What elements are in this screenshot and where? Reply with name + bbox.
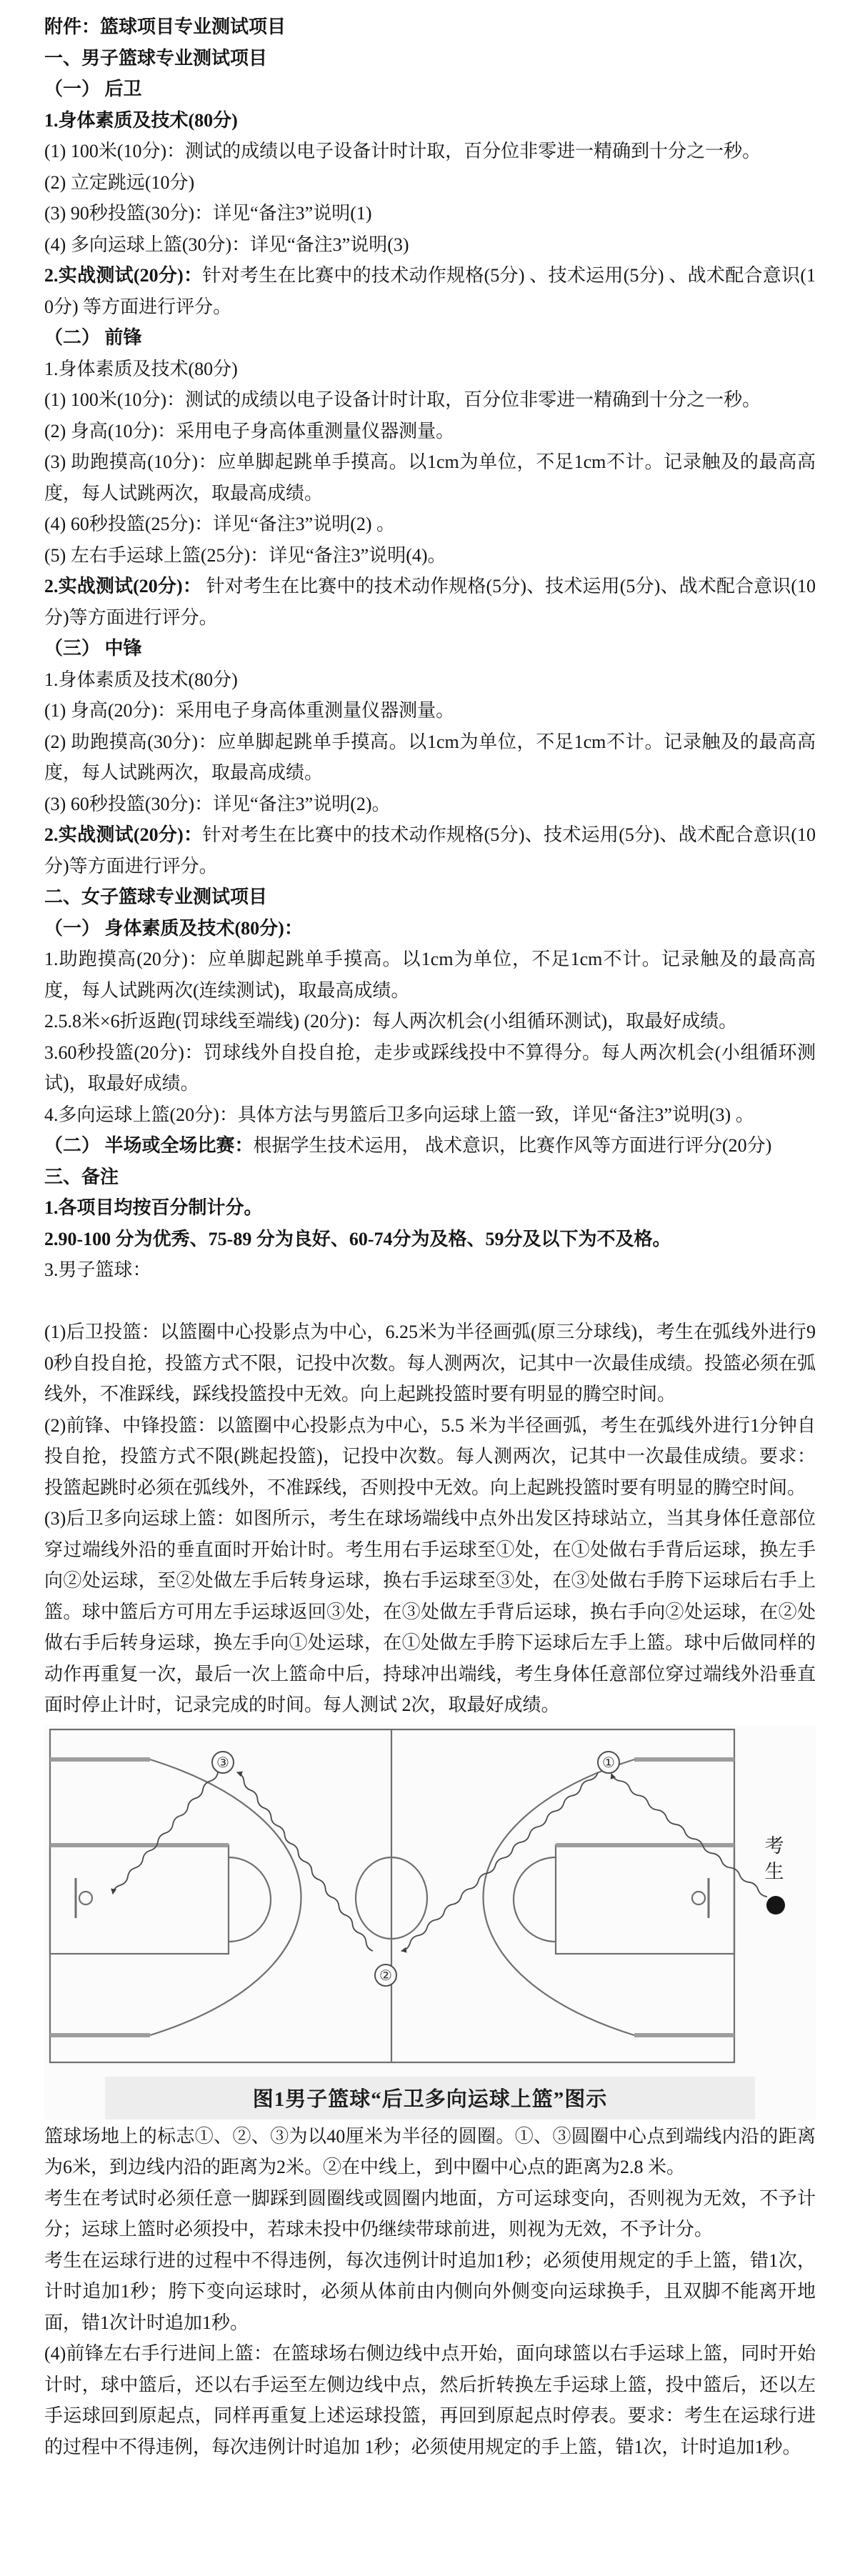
paragraph: 附件：篮球项目专业测试项目 (44, 16, 286, 37)
paragraph: (4) 多向运球上篮(30分)：详见“备注3”说明(3) (44, 234, 409, 255)
point-marker-2 (375, 1965, 396, 1986)
document-body-top (44, 11, 816, 1721)
paragraph: 1.身体素质及技术(80分) (44, 358, 238, 379)
court-diagram-figure (44, 1725, 816, 2120)
paragraph: 1.身体素质及技术(80分) (44, 109, 238, 131)
right-free-throw-arc (514, 1857, 556, 1942)
paragraph: 1.助跑摸高(20分)：应单脚起跳单手摸高。以1cm为单位，不足1cm不计。记录触及的最高高度，每人试跳两次(连续测试)，取最高成绩。 (44, 949, 816, 1001)
paragraph: (2) 助跑摸高(30分)：应单脚起跳单手摸高。以1cm为单位，不足1cm不计。记录触及的最高高度，每人试跳两次，取最高成绩。 (44, 731, 816, 783)
paragraph-label: 2.实战测试(20分)： (44, 576, 201, 596)
right-hoop (692, 1892, 705, 1904)
examinee-label: 考生 (764, 1834, 784, 1882)
court-diagram (44, 1725, 816, 2068)
point-3-label: ③ (216, 1754, 229, 1771)
paragraph: 2.实战测试(20分)：针对考生在比赛中的技术动作规格(5分)、技术运用(5分)、战术配合意识(10分)等方面进行评分。 (44, 824, 816, 877)
paragraph: (4) 60秒投篮(25分)：详见“备注3”说明(2) 。 (44, 514, 396, 534)
paragraph: 三、备注 (44, 1166, 119, 1187)
document-body-bottom (44, 2121, 816, 2463)
paragraph: (1) 身高(20分)：采用电子身高体重测量仪器测量。 (44, 700, 455, 721)
paragraph: 2.5.8米×6折返跑(罚球线至端线) (20分)：每人两次机会(小组循环测试)，取最好成绩。 (44, 1011, 738, 1032)
paragraph: (5) 左右手运球上篮(25分)：详见“备注3”说明(4)。 (44, 544, 446, 566)
dribble-1-to-2 (401, 1772, 598, 1951)
paragraph: (2)前锋、中锋投篮：以篮圈中心投影点为中心，5.5 米为半径画弧，考生在弧线外进行1分钟自投自抢，投篮方式不限(跳起投篮)，记投中次数。每人测两次，记其中一次最佳成绩。要求：投篮起跳时必须在弧线外，不准踩线，否则投中无效。向上起跳投篮时要有明显的腾空时间。 (44, 1414, 816, 1498)
paragraph-label: 2.实战测试(20分)： (44, 824, 203, 845)
left-hoop (79, 1892, 92, 1904)
paragraph: (3)后卫多向运球上篮：如图所示，考生在球场端线中点外出发区持球站立，当其身体任意部位穿过端线外沿的垂直面时开始计时。考生用右手运球至①处，在①处做右手背后运球，换左手向②处运球，至②处做左手后转身运球，换右手运球至③处，在③处做右手胯下运球后右手上篮。球中篮后方可用左手运球返回③处，在③处做左手背后运球，换右手向②处运球，在②处做右手后转身运球，换左手向①处运球，在①处做左手胯下运球后左手上篮。球中后做同样的动作再重复一次，最后一次上篮命中后，持球冲出端线，考生身体任意部位穿过端线外沿垂直面时停止计时，记录完成的时间。每人测试 2次，取最好成绩。 (44, 1508, 816, 1715)
point-marker-1 (598, 1752, 619, 1773)
paragraph: 1.身体素质及技术(80分) (44, 669, 238, 690)
point-marker-3 (212, 1752, 234, 1773)
paragraph: 考生在考试时必须任意一脚踩到圆圈线或圆圈内地面，方可运球变向，否则视为无效，不予计分；运球上篮时必须投中，若球未投中仍继续带球前进，则视为无效，不予计分。 (44, 2187, 816, 2240)
left-three-point-arc (150, 1759, 301, 2035)
paragraph: 二、女子篮球专业测试项目 (44, 887, 268, 907)
paragraph: 一、男子篮球专业测试项目 (44, 47, 268, 69)
paragraph: (2) 身高(10分)：采用电子身高体重测量仪器测量。 (44, 420, 455, 441)
paragraph: （二） 半场或全场比赛：根据学生技术运用， 战术意识，比赛作风等方面进行评分(20分) (44, 1135, 772, 1156)
paragraph: （一） 身体素质及技术(80分)： (44, 917, 303, 939)
dribble-3-to-basket (113, 1772, 218, 1894)
paragraph: 3.男子篮球： (44, 1259, 151, 1280)
paragraph: （二） 前锋 (44, 327, 142, 348)
paragraph: (1)后卫投篮：以篮圈中心投影点为中心，6.25米为半径画弧(原三分球线)，考生在弧线外进行90秒自投自抢，投篮方式不限，记投中次数。每人测两次，记其中一次最佳成绩。投篮必须在弧线外，不准踩线，踩线投篮投中无效。向上起跳投篮时要有明显的腾空时间。 (44, 1322, 816, 1404)
right-three-point-straights (634, 1759, 734, 2035)
paragraph: 考生在运球行进的过程中不得违例，每次违例计时追加1秒；必须使用规定的手上篮，错1次，计时追加1秒；胯下变向运球时，必须从体前由内侧向外侧变向运球换手，且双脚不能离开地面，错1次计时追加1秒。 (44, 2250, 816, 2333)
dribble-2-to-3 (237, 1772, 373, 1951)
paragraph: 篮球场地上的标志①、②、③为以40厘米为半径的圆圈。①、③圆圈中心点到端线内沿的距离为6米，到边线内沿的距离为2米。②在中线上，到中圈中心点的距离为2.8 米。 (44, 2125, 816, 2177)
point-2-label: ② (379, 1967, 392, 1984)
paragraph-label: （二） 半场或全场比赛： (44, 1135, 254, 1156)
paragraph: 3.60秒投篮(20分)：罚球线外自投自抢，走步或踩线投中不算得分。每人两次机会(小组循环测试)，取最好成绩。 (44, 1042, 816, 1094)
figure-caption: 图1男子篮球“后卫多向运球上篮”图示 (252, 2087, 608, 2111)
paragraph: 1.各项目均按百分制计分。 (44, 1197, 263, 1218)
paragraph: (1) 100米(10分)：测试的成绩以电子设备计时计取，百分位非零进一精确到十分之一秒。 (44, 389, 761, 410)
paragraph-label: 2.实战测试(20分)： (44, 265, 203, 286)
paragraph: 2.90-100 分为优秀、75-89 分为良好、60-74分为及格、59分及以下为不及格。 (44, 1228, 671, 1249)
paragraph: 4.多向运球上篮(20分)：具体方法与男篮后卫多向运球上篮一致，详见“备注3”说明(3) 。 (44, 1104, 754, 1125)
paragraph: (2) 立定跳远(10分) (44, 171, 195, 193)
paragraph: 2.实战测试(20分)： 针对考生在比赛中的技术动作规格(5分)、技术运用(5分)、战术配合意识(10分)等方面进行评分。 (44, 576, 816, 628)
examinee-start-dot (766, 1896, 785, 1914)
paragraph: （一） 后卫 (44, 79, 142, 99)
left-three-point-straights (50, 1759, 150, 2035)
paragraph: (3) 助跑摸高(10分)：应单脚起跳单手摸高。以1cm为单位，不足1cm不计。记录触及的最高高度，每人试跳两次，取最高成绩。 (44, 451, 816, 504)
paragraph: （三） 中锋 (44, 638, 142, 659)
paragraph: (4)前锋左右手行进间上篮：在篮球场右侧边线中点开始，面向球篮以右手运球上篮，同时开始计时，球中篮后，还以右手运至左侧边线中点，然后折转换左手运球上篮，投中篮后，还以左手运球回到原起点，同样再重复上述运球投篮，再回到原起点时停表。要求：考生在运球行进的过程中不得违例，每次违例计时追加 1秒；必须使用规定的手上篮，错1次，计时追加1秒。 (44, 2343, 816, 2457)
right-three-point-arc (484, 1759, 635, 2035)
paragraph: 2.实战测试(20分)：针对考生在比赛中的技术动作规格(5分) 、技术运用(5分) 、战术配合意识(10分) 等方面进行评分。 (44, 265, 816, 317)
paragraph: (1) 100米(10分)：测试的成绩以电子设备计时计取，百分位非零进一精确到十分之一秒。 (44, 141, 761, 161)
paragraph: (3) 90秒投篮(30分)：详见“备注3”说明(1) (44, 203, 372, 224)
point-1-label: ① (602, 1754, 615, 1771)
left-free-throw-arc (229, 1857, 271, 1942)
paragraph: (3) 60秒投篮(30分)：详见“备注3”说明(2)。 (44, 793, 391, 814)
figure-caption-band (105, 2077, 755, 2120)
dribble-path-layer (113, 1772, 767, 1951)
dribble-start-to-1 (611, 1774, 767, 1897)
